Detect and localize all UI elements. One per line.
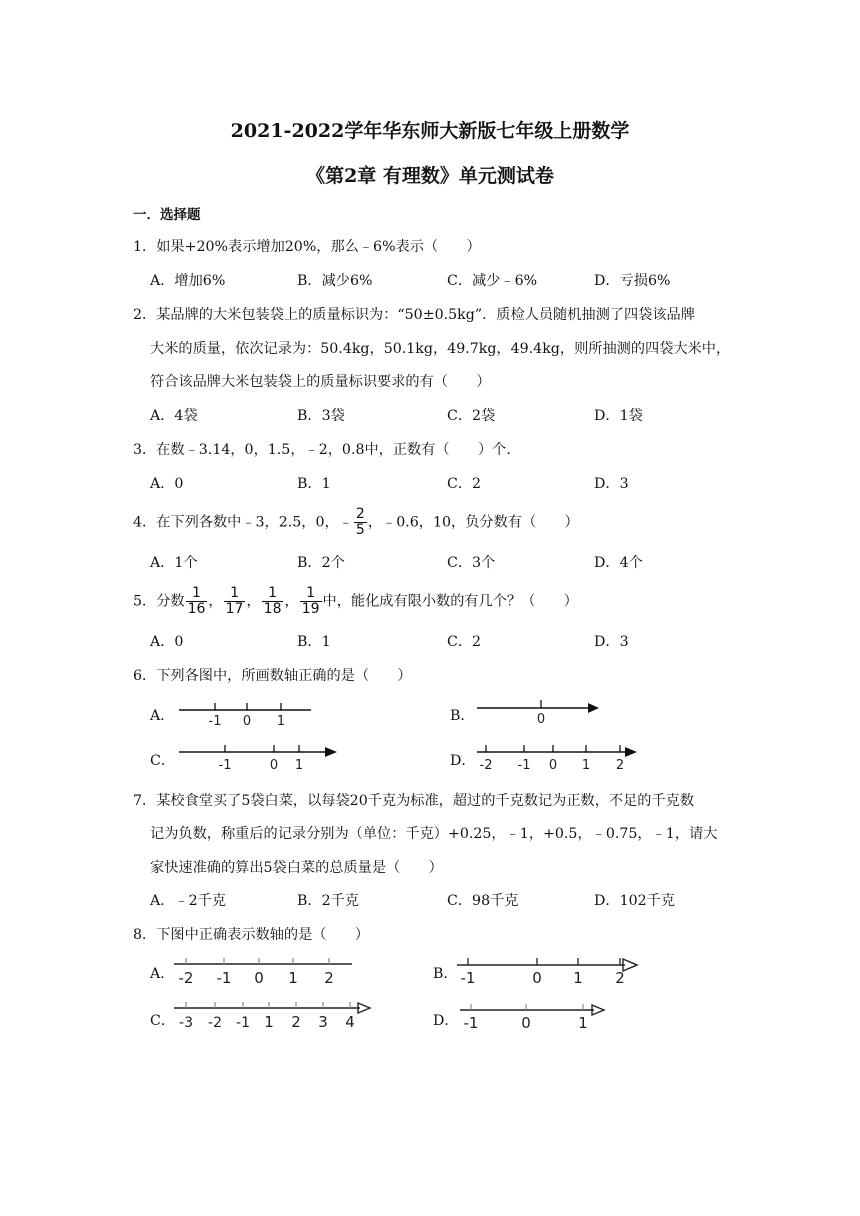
svg-text:0: 0 (548, 758, 558, 773)
q5-sep: ， (284, 593, 299, 610)
svg-text:-1: -1 (218, 758, 232, 773)
q6-option-d-number-line (473, 742, 643, 772)
question-2-stem-line-2: 大米的质量，依次记录为：50.4kg，50.1kg，49.7kg，49.4kg，则所抽测的四袋大米中， (150, 341, 731, 357)
title-line-2: 《第2章 有理数》单元测试卷 (306, 165, 554, 187)
question-3-stem: 3．在数﹣3.14，0，1.5，﹣2，0.8中，正数有（ ）个． (133, 442, 521, 458)
q6-option-c-number-line (175, 742, 345, 772)
q8-option-a-label: A． (150, 966, 175, 982)
q7-option-d: D．102千克 (594, 893, 676, 909)
q2-option-d: D．1袋 (594, 408, 643, 424)
svg-text:-1: -1 (236, 1015, 250, 1031)
q5-option-a: A．0 (150, 634, 184, 650)
svg-text:-1: -1 (517, 758, 531, 773)
svg-text:-1: -1 (463, 1014, 479, 1032)
fraction-1-16 (186, 586, 208, 617)
question-8-stem: 8．下图中正确表示数轴的是（ ） (133, 927, 370, 943)
q4-option-c: C．3个 (447, 555, 496, 571)
question-2-stem-line-1: 2．某品牌的大米包装袋上的质量标识为：“50±0.5kg”．质检人员随机抽测了四袋该品牌 (133, 307, 695, 323)
q3-option-d: D．3 (594, 476, 629, 492)
question-6-stem: 6．下列各图中，所画数轴正确的是（ ） (133, 668, 412, 684)
q8-option-a-number-line (172, 956, 357, 988)
svg-text:-1: -1 (208, 714, 222, 729)
q1-option-a: A．增加6% (150, 273, 226, 289)
title-line-1: 2021-2022学年华东师大新版七年级上册数学 (230, 120, 630, 142)
svg-text:1: 1 (578, 1014, 588, 1032)
fraction-denominator: 18 (263, 601, 282, 617)
q2-option-a: A．4袋 (150, 408, 198, 424)
svg-text:1: 1 (573, 969, 583, 987)
question-1-stem: 1．如果+20%表示增加20%，那么﹣6%表示（ ） (133, 239, 481, 255)
svg-text:2: 2 (324, 969, 334, 987)
q3-option-a: A．0 (150, 476, 184, 492)
svg-text:0: 0 (532, 969, 542, 987)
q8-option-c-label: C． (150, 1013, 176, 1029)
q6-option-b-number-line (475, 698, 605, 728)
svg-text:1: 1 (276, 714, 286, 729)
q5-option-d: D．3 (594, 634, 629, 650)
q8-option-d-number-line (458, 1002, 608, 1034)
q6-option-c-label: C． (150, 753, 176, 769)
q3-option-b: B．1 (297, 476, 331, 492)
svg-text:4: 4 (345, 1013, 355, 1031)
q7-option-c: C．98千克 (447, 893, 519, 909)
svg-text:-3: -3 (179, 1015, 193, 1031)
svg-text:-1: -1 (460, 969, 476, 987)
q8-option-d-label: D． (433, 1013, 459, 1029)
svg-text:-2: -2 (208, 1015, 222, 1031)
q5-stem-after: 中，能化成有限小数的有几个？（ ） (322, 593, 578, 610)
svg-text:1: 1 (288, 969, 298, 987)
fraction-numerator: 2 (355, 506, 365, 522)
q4-option-b: B．2个 (297, 555, 345, 571)
q8-option-c-number-line (172, 1000, 377, 1032)
q4-stem-after: ，﹣0.6，10，负分数有（ ） (367, 514, 579, 531)
question-4-stem (133, 507, 579, 538)
q5-stem-before: 5．分数 (133, 593, 185, 610)
svg-text:0: 0 (254, 969, 264, 987)
q6-option-a-label: A． (150, 708, 175, 724)
q4-option-a: A．1个 (150, 555, 198, 571)
q1-option-d: D．亏损6% (594, 273, 671, 289)
q5-option-b: B．1 (297, 634, 331, 650)
q6-option-d-label: D． (450, 753, 476, 769)
svg-text:0: 0 (521, 1014, 531, 1032)
fraction-numerator: 1 (262, 586, 284, 602)
fraction-numerator: 1 (224, 586, 246, 602)
fraction-numerator: 1 (300, 586, 322, 602)
q5-sep: ， (246, 593, 261, 610)
q2-option-b: B．3袋 (297, 408, 345, 424)
fraction-1-19 (300, 586, 322, 617)
q8-option-b-label: B． (433, 966, 458, 982)
q1-option-b: B．减少6% (297, 273, 373, 289)
svg-text:0: 0 (536, 712, 546, 727)
q1-option-c: C．减少﹣6% (447, 273, 538, 289)
q7-option-a: A．﹣2千克 (150, 893, 227, 909)
svg-text:-1: -1 (216, 969, 232, 987)
fraction-2-5 (354, 507, 367, 538)
svg-text:1: 1 (294, 758, 304, 773)
q2-option-c: C．2袋 (447, 408, 496, 424)
fraction-denominator: 5 (355, 522, 365, 538)
q6-option-a-number-line (175, 700, 320, 730)
question-5-stem (133, 586, 578, 617)
svg-text:3: 3 (318, 1013, 328, 1031)
section-heading: 一．选择题 (133, 207, 201, 223)
fraction-denominator: 19 (301, 601, 320, 617)
svg-text:2: 2 (615, 758, 625, 773)
svg-text:0: 0 (242, 714, 252, 729)
q5-sep: ， (208, 593, 223, 610)
question-7-stem-line-2: 记为负数，称重后的记录分别为（单位：千克）+0.25，﹣1，+0.5，﹣0.75，﹣1，请大 (150, 826, 718, 842)
svg-text:2: 2 (615, 969, 625, 987)
fraction-1-18 (262, 586, 284, 617)
q4-stem-before: 4．在下列各数中﹣3，2.5，0，﹣ (133, 514, 353, 531)
svg-text:-2: -2 (479, 758, 493, 773)
svg-text:-2: -2 (178, 969, 194, 987)
q7-option-b: B．2千克 (297, 893, 360, 909)
svg-text:1: 1 (264, 1013, 274, 1031)
q4-option-d: D．4个 (594, 555, 643, 571)
svg-text:0: 0 (269, 758, 279, 773)
fraction-1-17 (224, 586, 246, 617)
fraction-numerator: 1 (186, 586, 208, 602)
fraction-denominator: 17 (225, 601, 244, 617)
q3-option-c: C．2 (447, 476, 482, 492)
q8-option-b-number-line (455, 955, 645, 987)
question-2-stem-line-3: 符合该品牌大米包装袋上的质量标识要求的有（ ） (150, 374, 491, 390)
q6-option-b-label: B． (450, 708, 475, 724)
svg-text:2: 2 (291, 1013, 301, 1031)
question-7-stem-line-3: 家快速准确的算出5袋白菜的总质量是（ ） (150, 860, 443, 876)
fraction-denominator: 16 (187, 601, 206, 617)
q5-option-c: C．2 (447, 634, 482, 650)
question-7-stem-line-1: 7．某校食堂买了5袋白菜，以每袋20千克为标准，超过的千克数记为正数，不足的千克数 (133, 793, 695, 809)
svg-text:1: 1 (581, 758, 591, 773)
